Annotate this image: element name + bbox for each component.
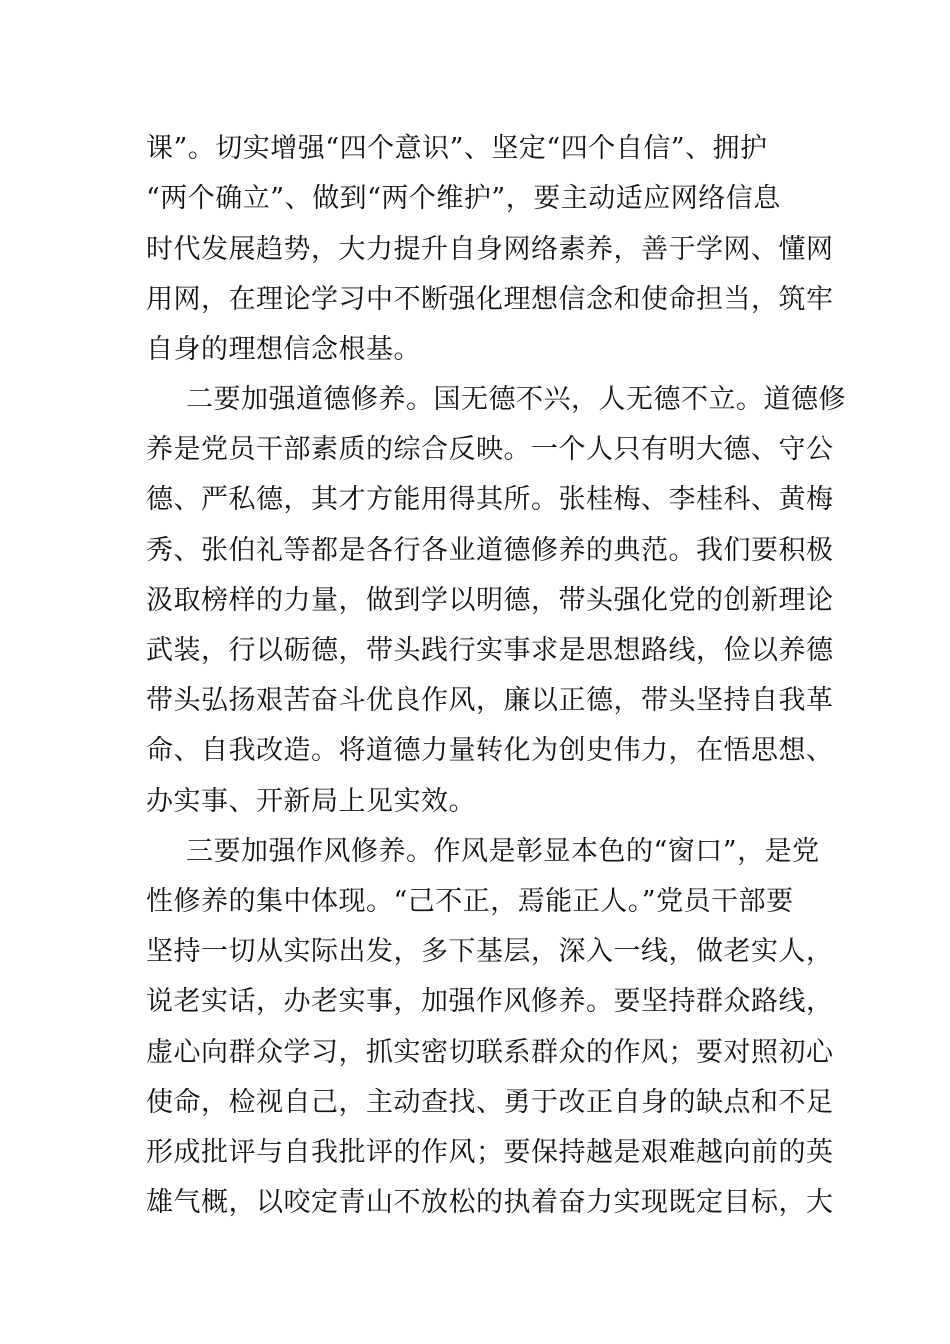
text-line: 坚持一切从实际出发，多下基层，深入一线，做老实人， — [146, 936, 834, 967]
text-line: 时代发展趋势，大力提升自身网络素养，善于学网、懂网 — [146, 234, 834, 265]
text-line: 用网，在理论学习中不断强化理想信念和使命担当，筑牢 — [146, 284, 834, 315]
text-line: 课”。切实增强“四个意识”、坚定“四个自信”、拥护 — [146, 133, 768, 164]
text-line: 虚心向群众学习，抓实密切联系群众的作风；要对照初心 — [146, 1037, 834, 1068]
text-line: 使命，检视自己，主动查找、勇于改正自身的缺点和不足 — [146, 1087, 834, 1118]
text-line: 武装，行以砺德，带头践行实事求是思想路线，俭以养德 — [146, 635, 834, 666]
text-line: 命、自我改造。将道德力量转化为创史伟力，在悟思想、 — [146, 735, 834, 766]
text-line: 办实事、开新局上见实效。 — [146, 786, 476, 817]
text-line: 说老实话，办老实事，加强作风修养。要坚持群众路线， — [146, 986, 834, 1017]
text-line: 德、严私德，其才方能用得其所。张桂梅、李桂科、黄梅 — [146, 484, 834, 515]
text-line: 雄气概，以咬定青山不放松的执着奋力实现既定目标，大 — [146, 1187, 834, 1218]
text-line: 性修养的集中体现。“己不正，焉能正人。”党员干部要 — [146, 886, 794, 917]
paragraph-start-line: 二要加强道德修养。国无德不兴，人无德不立。道德修 — [186, 384, 846, 415]
text-line: 形成批评与自我批评的作风；要保持越是艰难越向前的英 — [146, 1137, 834, 1168]
text-line: 带头弘扬艰苦奋斗优良作风，廉以正德，带头坚持自我革 — [146, 685, 834, 716]
text-line: 养是党员干部素质的综合反映。一个人只有明大德、守公 — [146, 434, 834, 465]
text-line: “两个确立”、做到“两个维护”，要主动适应网络信息 — [146, 183, 781, 214]
paragraph-start-line: 三要加强作风修养。作风是彰显本色的“窗口”，是党 — [186, 836, 820, 867]
text-line: 秀、张伯礼等都是各行各业道德修养的典范。我们要积极 — [146, 535, 834, 566]
text-line: 汲取榜样的力量，做到学以明德，带头强化党的创新理论 — [146, 585, 834, 616]
text-line: 自身的理想信念根基。 — [146, 334, 421, 365]
